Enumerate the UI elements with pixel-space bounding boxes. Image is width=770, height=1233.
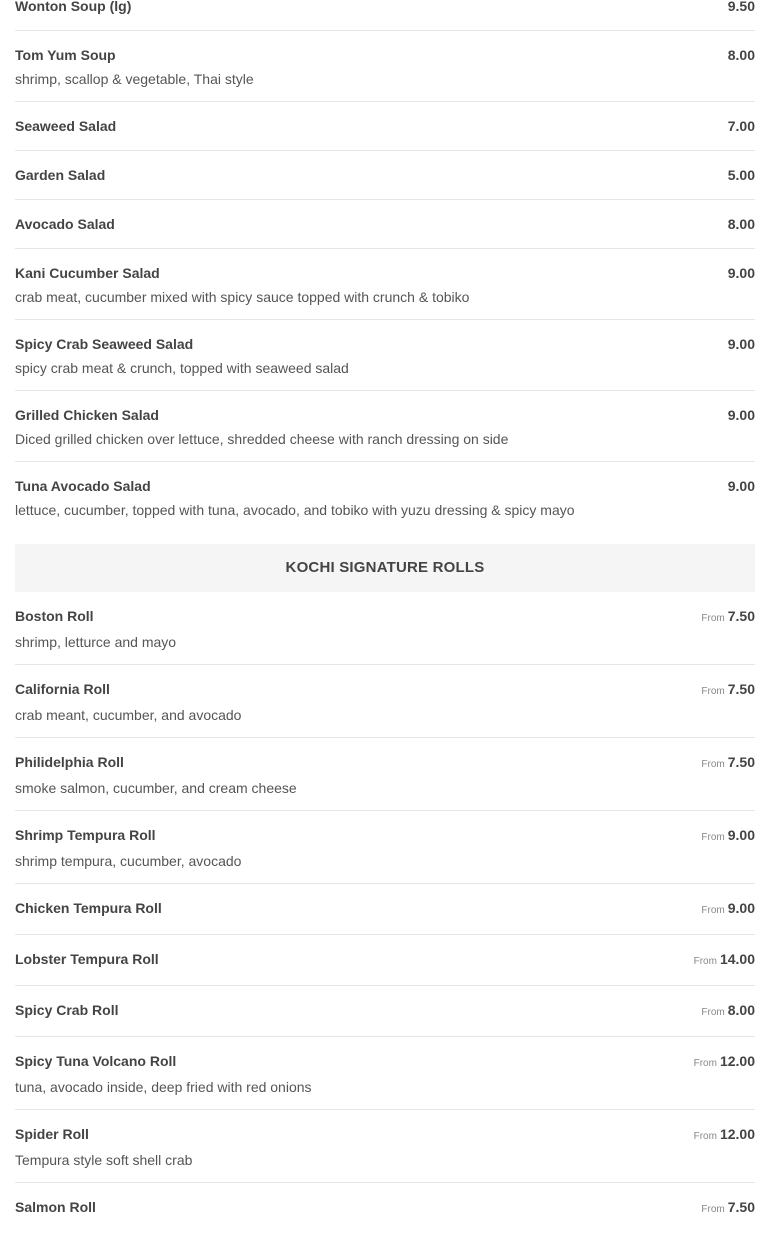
item-description: shrimp, scallop & vegetable, Thai style [15, 71, 254, 87]
menu-item [15, 884, 755, 935]
from-label: From [701, 613, 725, 624]
item-price: 7.50 [727, 681, 755, 697]
item-description: shrimp, letturce and mayo [15, 634, 177, 650]
item-name: California Roll [15, 681, 110, 697]
item-name: Spider Roll [15, 1126, 89, 1142]
item-description: Tempura style soft shell crab [15, 1152, 193, 1168]
item-price: 8.00 [727, 47, 755, 63]
item-price: 9.50 [727, 0, 755, 14]
item-price: 9.00 [727, 407, 755, 423]
section-header-signature-rolls: KOCHI SIGNATURE ROLLS [15, 544, 755, 592]
item-name: Shrimp Tempura Roll [15, 827, 156, 843]
menu-item [15, 592, 755, 665]
item-name: Kani Cucumber Salad [15, 265, 160, 281]
item-name: Grilled Chicken Salad [15, 407, 159, 423]
item-name: Boston Roll [15, 608, 94, 624]
menu-item [15, 1183, 755, 1233]
item-price: 8.00 [727, 1002, 755, 1018]
menu-item [15, 665, 755, 738]
item-name: Tom Yum Soup [15, 47, 116, 63]
from-label: From [693, 956, 717, 967]
item-name: Philidelphia Roll [15, 754, 124, 770]
item-name: Tuna Avocado Salad [15, 478, 151, 494]
item-price: 7.50 [727, 608, 755, 624]
item-name: Spicy Crab Roll [15, 1002, 119, 1018]
item-price: 9.00 [727, 336, 755, 352]
item-price: 14.00 [719, 951, 755, 967]
menu-item [15, 200, 755, 249]
item-description: tuna, avocado inside, deep fried with red onions [15, 1079, 312, 1095]
item-price: 7.50 [727, 754, 755, 770]
menu-item [15, 935, 755, 986]
item-name: Salmon Roll [15, 1199, 96, 1215]
from-label: From [693, 1131, 717, 1142]
item-price: 7.00 [727, 118, 755, 134]
menu-item [15, 391, 755, 462]
menu-item [15, 249, 755, 320]
item-name: Chicken Tempura Roll [15, 900, 162, 916]
menu-item [15, 462, 755, 532]
item-name: Spicy Tuna Volcano Roll [15, 1053, 177, 1069]
menu-item [15, 102, 755, 151]
menu-item [15, 738, 755, 811]
menu-item [15, 151, 755, 200]
menu-list [15, 0, 755, 1233]
from-label: From [701, 1007, 725, 1018]
item-price: 8.00 [727, 216, 755, 232]
from-label: From [701, 1204, 725, 1215]
menu-item [15, 31, 755, 102]
item-name: Spicy Crab Seaweed Salad [15, 336, 194, 352]
item-description: smoke salmon, cucumber, and cream cheese [15, 780, 297, 796]
item-description: Diced grilled chicken over lettuce, shredded cheese with ranch dressing on side [15, 431, 509, 447]
item-description: spicy crab meat & crunch, topped with seaweed salad [15, 360, 349, 376]
item-price: 9.00 [727, 900, 755, 916]
item-name: Seaweed Salad [15, 118, 117, 134]
from-label: From [701, 686, 725, 697]
salad-items [15, 0, 755, 532]
item-description: crab meant, cucumber, and avocado [15, 707, 242, 723]
menu-item [15, 0, 755, 31]
from-label: From [701, 759, 725, 770]
from-label: From [693, 1058, 717, 1069]
item-name: Garden Salad [15, 167, 106, 183]
menu-item [15, 1037, 755, 1110]
menu-item [15, 1110, 755, 1183]
item-description: crab meat, cucumber mixed with spicy sauce topped with crunch & tobiko [15, 289, 470, 305]
menu-item [15, 320, 755, 391]
item-price: 9.00 [727, 827, 755, 843]
item-price: 7.50 [727, 1199, 755, 1215]
item-price: 5.00 [727, 167, 755, 183]
item-price: 12.00 [719, 1053, 755, 1069]
item-price: 12.00 [719, 1126, 755, 1142]
item-price: 9.00 [727, 478, 755, 494]
item-price: 9.00 [727, 265, 755, 281]
item-name: Lobster Tempura Roll [15, 951, 159, 967]
from-label: From [701, 832, 725, 843]
from-label: From [701, 905, 725, 916]
item-description: shrimp tempura, cucumber, avocado [15, 853, 242, 869]
roll-items [15, 592, 755, 1233]
item-name: Avocado Salad [15, 216, 115, 232]
item-name: Wonton Soup (lg) [15, 0, 132, 14]
item-description: lettuce, cucumber, topped with tuna, avocado, and tobiko with yuzu dressing & spicy mayo [15, 502, 575, 518]
menu-item [15, 811, 755, 884]
menu-item [15, 986, 755, 1037]
